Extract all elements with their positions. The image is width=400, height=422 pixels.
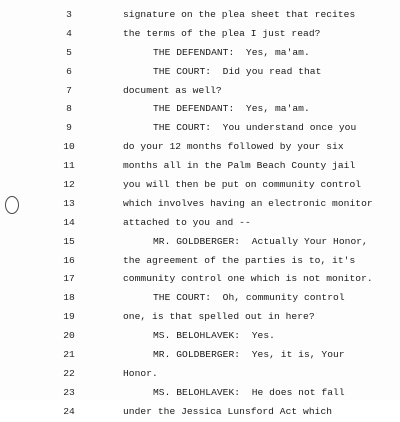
line-number: 24 [63, 405, 75, 417]
line-text: THE DEFENDANT: Yes, ma'am. [153, 103, 310, 115]
line-number: 7 [66, 84, 72, 96]
line-text: THE COURT: Oh, community control [153, 292, 345, 304]
transcript-line [0, 119, 400, 138]
transcript-line [0, 63, 400, 82]
transcript-line [0, 25, 400, 44]
transcript-line [0, 365, 400, 384]
transcript-line [0, 403, 400, 422]
line-text: THE DEFENDANT: Yes, ma'am. [153, 46, 310, 58]
line-number: 6 [66, 65, 72, 77]
line-number: 16 [63, 254, 75, 266]
transcript-line [0, 327, 400, 346]
line-text: one, is that spelled out in here? [123, 311, 315, 323]
line-text: do your 12 months followed by your six [123, 141, 344, 153]
line-text: MS. BELOHLAVEK: Yes. [153, 330, 275, 342]
line-text: THE COURT: Did you read that [153, 65, 322, 77]
line-number: 15 [63, 235, 75, 247]
line-number: 23 [63, 386, 75, 398]
transcript-line [0, 6, 400, 25]
line-text: MR. GOLDBERGER: Actually Your Honor, [153, 235, 368, 247]
line-text: the agreement of the parties is to, it's [123, 254, 356, 266]
transcript-line [0, 233, 400, 252]
line-number: 19 [63, 311, 75, 323]
line-number: 10 [63, 141, 75, 153]
line-number: 3 [66, 9, 72, 20]
transcript-body [0, 6, 400, 422]
transcript-line [0, 252, 400, 271]
transcript-line [0, 289, 400, 308]
line-number: 20 [63, 330, 75, 342]
line-text: MS. BELOHLAVEK: He does not fall [153, 386, 345, 398]
transcript-line [0, 176, 400, 195]
line-number: 18 [63, 292, 75, 304]
transcript-line [0, 308, 400, 327]
transcript-line [0, 346, 400, 365]
line-text: you will then be put on community control [123, 179, 362, 191]
line-number: 13 [63, 197, 75, 209]
line-number: 12 [63, 179, 75, 191]
line-text: months all in the Palm Beach County jail [123, 160, 356, 172]
line-text: which involves having an electronic monitor [123, 197, 373, 209]
line-number: 17 [63, 273, 75, 285]
line-number: 4 [66, 27, 72, 39]
line-number: 21 [63, 349, 75, 361]
line-number: 5 [66, 46, 72, 58]
transcript-line [0, 44, 400, 63]
line-text: attached to you and -- [123, 216, 251, 228]
line-number: 8 [66, 103, 72, 115]
line-number: 14 [63, 216, 75, 228]
line-text: under the Jessica Lunsford Act which [123, 405, 333, 417]
line-text: document as well? [123, 84, 222, 96]
transcript-line [0, 138, 400, 157]
line-text: signature on the plea sheet that recites [123, 9, 356, 20]
transcript-line [0, 270, 400, 289]
transcript-line [0, 100, 400, 119]
line-text: THE COURT: You understand once you [153, 122, 357, 134]
line-text: community control one which is not monitor. [123, 273, 373, 285]
transcript-line [0, 157, 400, 176]
line-number: 11 [63, 160, 75, 172]
line-text: the terms of the plea I just read? [123, 27, 321, 39]
transcript-line [0, 195, 400, 214]
line-text: MR. GOLDBERGER: Yes, it is, Your [153, 349, 345, 361]
transcript-line [0, 214, 400, 233]
transcript-line [0, 82, 400, 101]
line-text: Honor. [123, 367, 158, 379]
line-number: 22 [63, 367, 75, 379]
line-number: 9 [66, 122, 72, 134]
